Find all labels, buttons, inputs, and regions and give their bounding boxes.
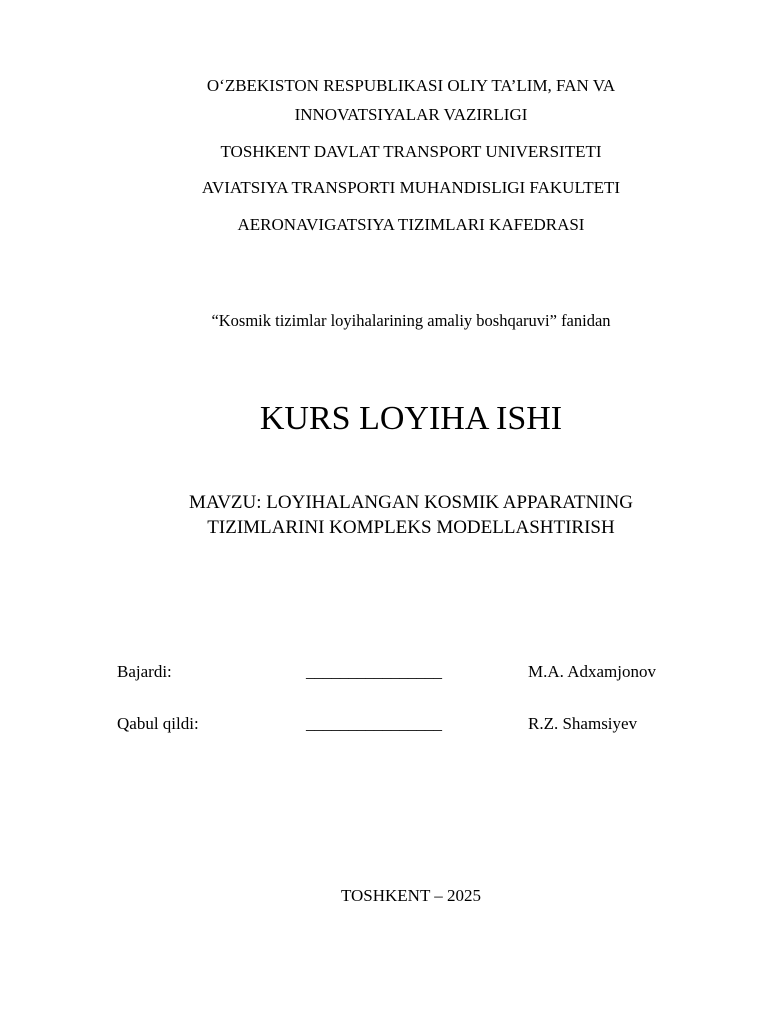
signature-label: Bajardi:	[117, 662, 172, 681]
signature-line: ________________	[306, 662, 442, 681]
ministry-line-2: INNOVATSIYALAR VAZIRLIGI	[294, 105, 528, 124]
university-name: TOSHKENT DAVLAT TRANSPORT UNIVERSITETI	[220, 142, 602, 161]
signature-label: Qabul qildi:	[117, 714, 199, 733]
subject-line: “Kosmik tizimlar loyihalarining amaliy boshqaruvi” fanidan	[211, 311, 611, 330]
document-title: KURS LOYIHA ISHI	[259, 400, 563, 437]
ministry-line-1: O‘ZBEKISTON RESPUBLIKASI OLIY TA’LIM, FAN VA	[206, 76, 616, 95]
signature-name: M.A. Adxamjonov	[528, 662, 656, 681]
topic-line-1: MAVZU: LOYIHALANGAN KOSMIK APPARATNING	[189, 492, 633, 513]
city-year: TOSHKENT – 2025	[340, 886, 482, 905]
signature-name: R.Z. Shamsiyev	[528, 714, 638, 733]
signature-line: ________________	[306, 714, 442, 733]
department-name: AERONAVIGATSIYA TIZIMLARI KAFEDRASI	[237, 215, 585, 234]
topic-line-2: TIZIMLARINI KOMPLEKS MODELLASHTIRISH	[207, 517, 615, 538]
faculty-name: AVIATSIYA TRANSPORTI MUHANDISLIGI FAKULTETI	[201, 178, 621, 197]
